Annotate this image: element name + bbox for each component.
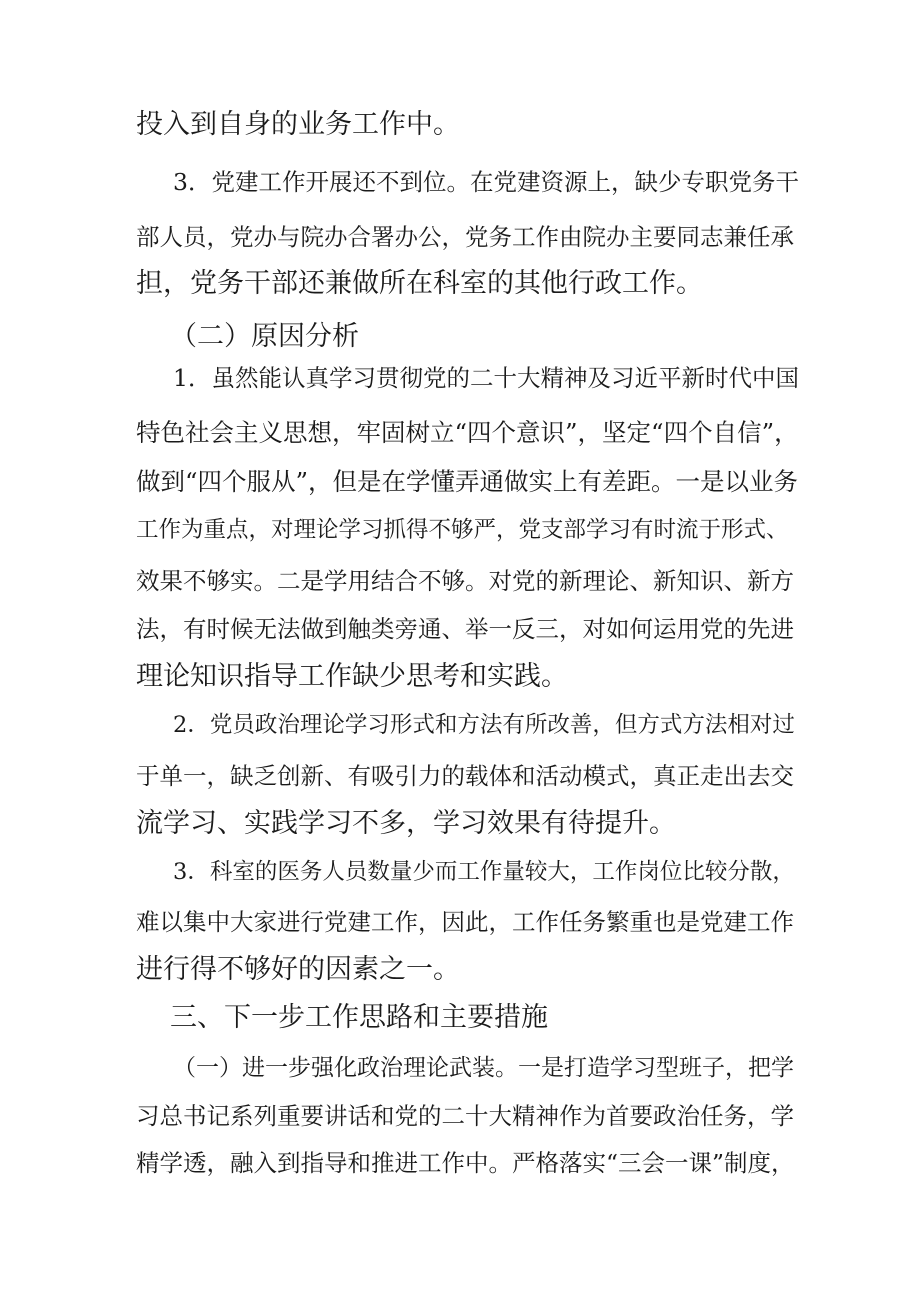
section-heading: 三、下一步工作思路和主要措施 <box>170 1002 548 1033</box>
text-line: 精学透，融入到指导和推进工作中。严格落实“三会一课”制度， <box>136 1149 795 1177</box>
text-line: 2．党员政治理论学习形式和方法有所改善，但方式方法相对过 <box>173 712 795 738</box>
text-line: 做到“四个服从”，但是在学懂弄通做实上有差距。一是以业务 <box>136 467 799 496</box>
text-line: 特色社会主义思想，牢固树立“四个意识”，坚定“四个自信”， <box>136 418 799 447</box>
text-line: 效果不够实。二是学用结合不够。对党的新理论、新知识、新方 <box>136 567 794 595</box>
section-heading: （二）原因分析 <box>170 321 359 352</box>
text-line: 理论知识指导工作缺少思考和实践。 <box>136 661 568 692</box>
text-line: 工作为重点，对理论学习抓得不够严，党支部学习有时流于形式、 <box>136 517 789 543</box>
text-line: 担，党务干部还兼做所在科室的其他行政工作。 <box>136 268 703 299</box>
text-line: 于单一，缺乏创新、有吸引力的载体和活动模式，真正走出去交 <box>136 762 794 790</box>
text-line: 习总书记系列重要讲话和党的二十大精神作为首要政治任务，学 <box>136 1102 794 1130</box>
text-line: 法，有时候无法做到触类旁通、举一反三，对如何运用党的先进 <box>136 615 794 643</box>
text-line: （一）进一步强化政治理论武装。一是打造学习型班子，把学 <box>173 1055 794 1081</box>
text-line: 部人员，党办与院办合署办公，党务工作由院办主要同志兼任承 <box>136 223 794 251</box>
text-line: 难以集中大家进行党建工作，因此，工作任务繁重也是党建工作 <box>136 908 794 936</box>
text-line: 1．虽然能认真学习贯彻党的二十大精神及习近平新时代中国 <box>173 364 799 392</box>
text-line: 投入到自身的业务工作中。 <box>136 109 460 140</box>
text-line: 3．党建工作开展还不到位。在党建资源上，缺少专职党务干 <box>173 168 799 196</box>
text-line: 流学习、实践学习不多，学习效果有待提升。 <box>136 808 676 839</box>
text-line: 进行得不够好的因素之一。 <box>136 954 460 985</box>
text-line: 3．科室的医务人员数量少而工作量较大，工作岗位比较分散， <box>173 859 795 885</box>
